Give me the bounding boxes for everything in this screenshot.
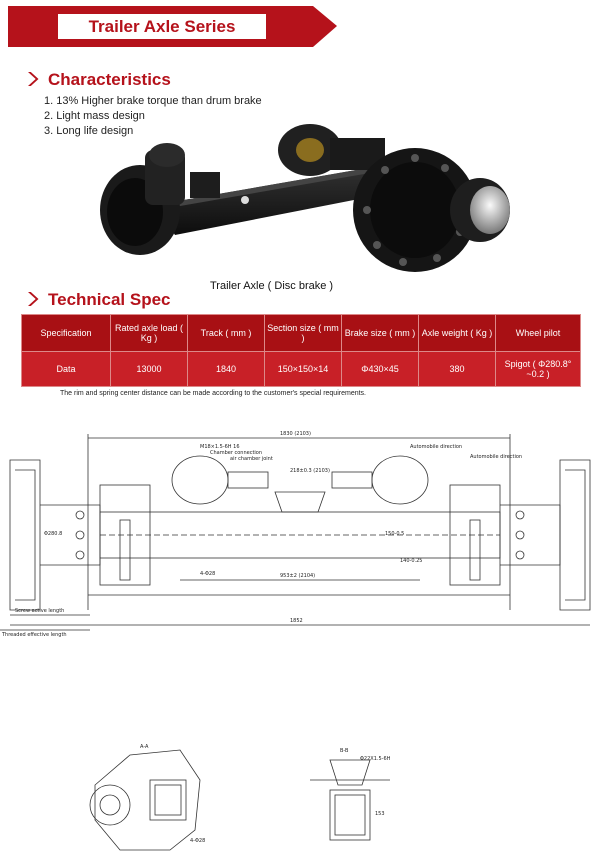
m18-label: M18×1.5-6H 16	[200, 444, 240, 450]
table-header-cell: Axle weight ( Kg )	[419, 315, 496, 352]
chamber-label: Chamber connection	[210, 450, 263, 456]
table-cell: 380	[419, 352, 496, 387]
dim-top-label: 1830 (2103)	[280, 431, 311, 437]
table-header-cell: Section size ( mm )	[265, 315, 342, 352]
table-row	[22, 352, 581, 387]
characteristics-heading-text: Characteristics	[48, 70, 171, 89]
header-banner	[8, 6, 313, 47]
screw-label: Screw active length	[15, 608, 65, 614]
thread-label: Threaded effective length	[2, 632, 67, 638]
150-label: 150-0.5	[385, 531, 405, 537]
table-cell: Spigot ( Φ280.8° ~0.2 )	[496, 352, 581, 387]
section-bb-label: B-B	[340, 748, 349, 754]
direction-label-2: Automobile direction	[470, 454, 523, 460]
axle-photo	[85, 110, 525, 280]
153-label: 153	[375, 811, 385, 817]
table-header-cell: Wheel pilot	[496, 315, 581, 352]
list-item: 2. Light mass design	[44, 110, 145, 122]
left-dim-label: Φ280.8	[44, 531, 63, 537]
table-header-row	[22, 315, 581, 352]
table-cell: Data	[22, 352, 111, 387]
table-cell: Φ430×45	[342, 352, 419, 387]
dim-right-small-label: 140-0.25	[400, 558, 423, 564]
characteristics-heading	[28, 70, 171, 90]
list-item: 3. Long life design	[44, 125, 134, 137]
table-cell: 150×150×14	[265, 352, 342, 387]
photo-caption: Trailer Axle ( Disc brake )	[210, 280, 334, 292]
table-header-cell: Specification	[22, 315, 111, 352]
section-aa-label: A-A	[140, 744, 149, 750]
spec-table	[21, 314, 581, 387]
dim-bottom-label: 1852	[290, 618, 303, 624]
chevron-right-icon	[28, 292, 42, 306]
direction-label: Automobile direction	[410, 444, 463, 450]
technical-spec-heading-text: Technical Spec	[48, 290, 171, 309]
technical-drawing	[0, 410, 597, 865]
product-sheet-top	[0, 0, 597, 410]
table-cell: 1840	[188, 352, 265, 387]
page-title: Trailer Axle Series	[58, 14, 266, 39]
phi428-label: 4-Φ28	[200, 571, 216, 577]
table-header-cell: Brake size ( mm )	[342, 315, 419, 352]
list-item: 1. 13% Higher brake torque than drum brake	[44, 95, 262, 107]
dim-center-label: 218±0.3 (2103)	[290, 468, 330, 474]
chevron-right-icon	[28, 72, 42, 86]
chamber-label-2: air chamber joint	[230, 456, 273, 462]
table-cell: 13000	[111, 352, 188, 387]
technical-spec-heading	[28, 290, 171, 310]
4phi28b-label: 4-Φ28	[190, 838, 206, 844]
dim-mid-label: 953±2 (2104)	[280, 573, 316, 579]
spec-note: The rim and spring center distance can be made according to the customer's special requirements.	[60, 390, 366, 397]
table-header-cell: Track ( mm )	[188, 315, 265, 352]
m22-label: Φ22X1.5-6H	[360, 756, 391, 762]
table-header-cell: Rated axle load ( Kg )	[111, 315, 188, 352]
banner-arrow-shape	[313, 6, 337, 47]
